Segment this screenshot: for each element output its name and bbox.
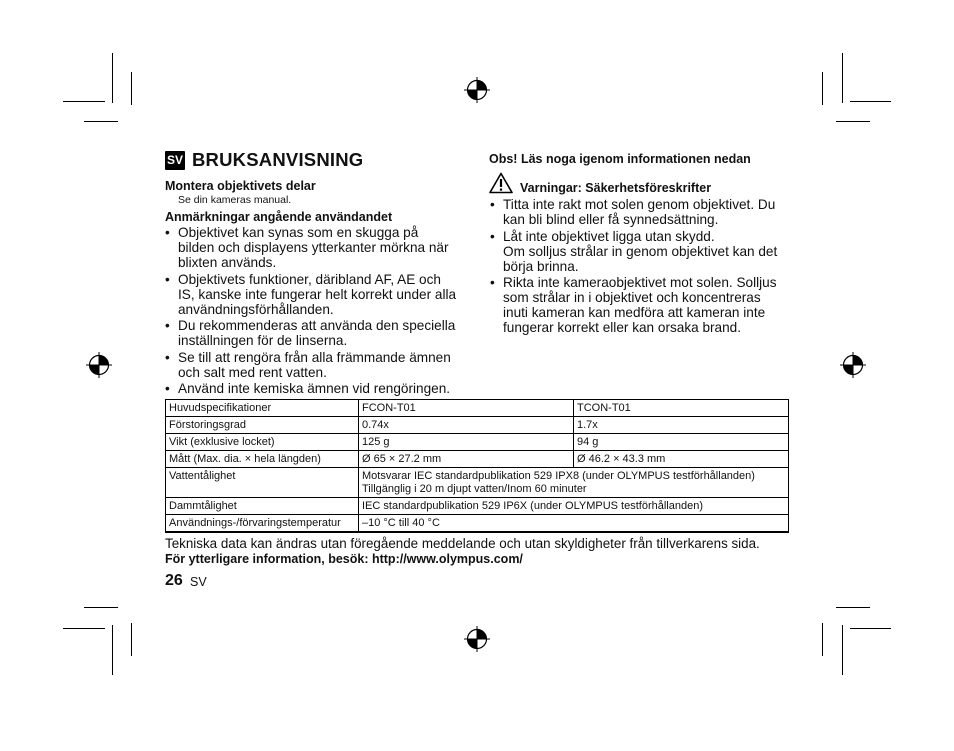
warning-triangle-icon xyxy=(489,172,513,194)
language-badge: SV xyxy=(165,151,185,170)
table-cell: Motsvarar IEC standardpublikation 529 IPX8 (under OLYMPUS testförhållanden) Tillgänglig i 20 m djupt vatten/Inom 60 minuter xyxy=(359,468,789,498)
table-header-row xyxy=(166,400,789,417)
table-header-cell: FCON-T01 xyxy=(359,400,574,417)
registration-crosshair-icon xyxy=(464,77,490,103)
table-cell: 125 g xyxy=(359,434,574,451)
table-cell: Vattentålighet xyxy=(166,468,359,498)
list-item: • Objektivet kan synas som en skugga på bilden och displayens ytterkanter mörkna när blixten används. xyxy=(165,225,465,270)
page-number: 26 xyxy=(165,572,183,589)
mount-heading: Montera objektivets delar xyxy=(165,179,316,193)
registration-crosshair-icon xyxy=(464,626,490,652)
more-info-link-text: För ytterligare information, besök: http://www.olympus.com/ xyxy=(165,552,523,566)
table-row xyxy=(166,515,789,533)
table-cell: Dammtålighet xyxy=(166,498,359,515)
table-header-cell: TCON-T01 xyxy=(574,400,789,417)
page-language: SV xyxy=(190,575,207,589)
table-cell: Mått (Max. dia. × hela längden) xyxy=(166,451,359,468)
remarks-list xyxy=(165,225,465,398)
table-cell: 0.74x xyxy=(359,417,574,434)
list-item: • Se till att rengöra från alla främmande ämnen och salt med rent vatten. xyxy=(165,350,465,380)
specifications-table xyxy=(165,399,789,533)
table-cell: Vikt (exklusive locket) xyxy=(166,434,359,451)
obs-heading: Obs! Läs noga igenom informationen nedan xyxy=(489,152,751,166)
table-row xyxy=(166,434,789,451)
list-item: • Objektivets funktioner, däribland AF, AE och IS, kanske inte fungerar helt korrekt under alla användningsförhållanden. xyxy=(165,272,465,317)
table-cell: Användnings-/förvaringstemperatur xyxy=(166,515,359,533)
table-cell: –10 °C till 40 °C xyxy=(359,515,789,533)
table-cell: Ø 46.2 × 43.3 mm xyxy=(574,451,789,468)
page-title: BRUKSANVISNING xyxy=(192,149,364,170)
warning-heading: Varningar: Säkerhetsföreskrifter xyxy=(520,181,712,195)
list-item: • Använd inte kemiska ämnen vid rengöringen. xyxy=(165,381,465,396)
list-item: • Titta inte rakt mot solen genom objektivet. Du kan bli blind eller få synnedsättning. xyxy=(490,197,795,227)
table-row xyxy=(166,451,789,468)
specs-disclaimer: Tekniska data kan ändras utan föregående meddelande och utan skyldigheter från tillverkarens sida. xyxy=(165,536,760,551)
registration-crosshair-icon xyxy=(86,352,112,378)
table-cell: Förstoringsgrad xyxy=(166,417,359,434)
table-row xyxy=(166,498,789,515)
list-item: • Låt inte objektivet ligga utan skydd. Om solljus strålar in genom objektivet kan det börja brinna. xyxy=(490,229,795,274)
table-cell: 94 g xyxy=(574,434,789,451)
remarks-heading: Anmärkningar angående användandet xyxy=(165,210,393,224)
table-cell: Ø 65 × 27.2 mm xyxy=(359,451,574,468)
list-item: • Du rekommenderas att använda den speciella inställningen för de linserna. xyxy=(165,318,465,348)
warnings-list xyxy=(490,197,795,337)
table-row xyxy=(166,468,789,498)
mount-note: Se din kameras manual. xyxy=(178,194,292,206)
table-header-cell: Huvudspecifikationer xyxy=(166,400,359,417)
registration-crosshair-icon xyxy=(840,352,866,378)
list-item: • Rikta inte kameraobjektivet mot solen. Solljus som strålar in i objektivet och koncentreras inuti kameran kan medföra att kameran inte fungerar korrekt eller kan orsaka brand. xyxy=(490,275,795,335)
table-row xyxy=(166,417,789,434)
table-cell: 1.7x xyxy=(574,417,789,434)
table-cell: IEC standardpublikation 529 IP6X (under OLYMPUS testförhållanden) xyxy=(359,498,789,515)
